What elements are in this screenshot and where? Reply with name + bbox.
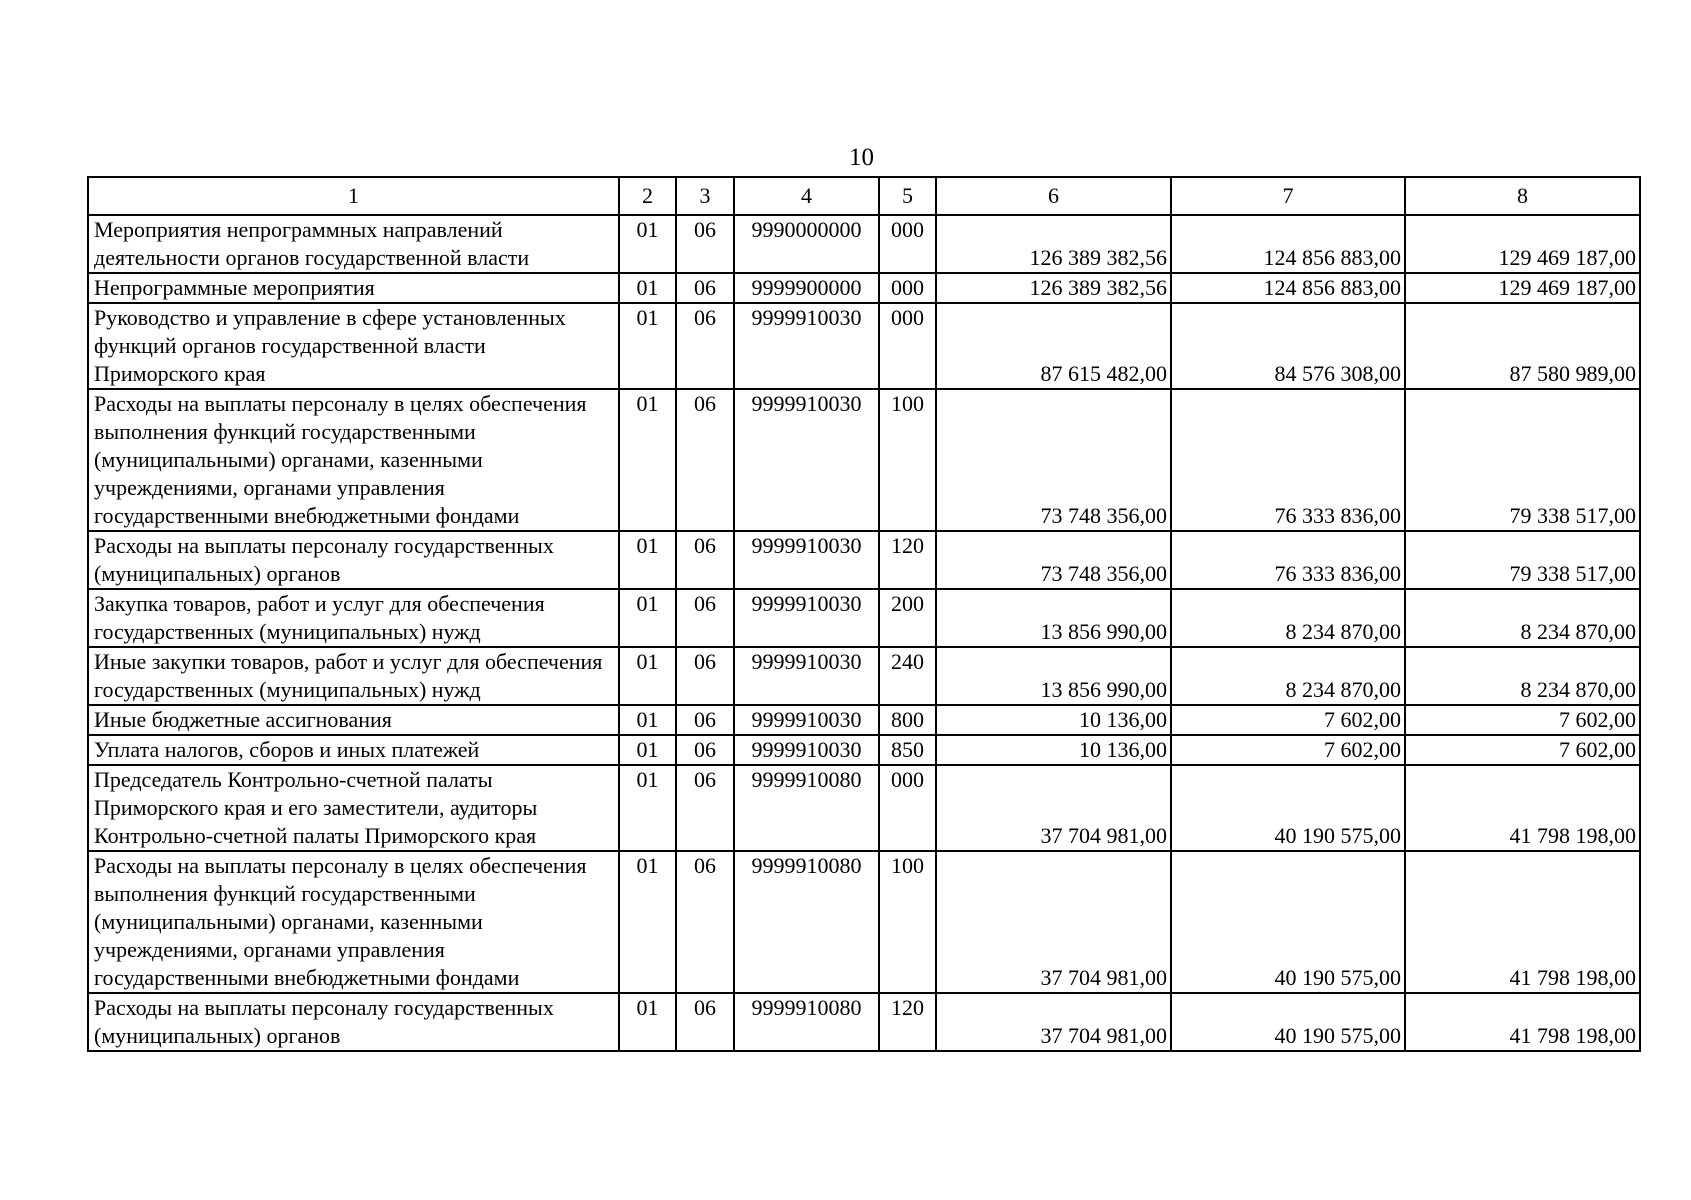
table-row [88,589,1640,647]
amount-cell: 79 338 517,00 [1405,531,1640,589]
amount-cell: 73 748 356,00 [936,389,1171,531]
code-cell: 06 [676,389,734,531]
code-cell: 240 [879,647,936,705]
amount-cell: 124 856 883,00 [1171,215,1405,273]
code-cell: 06 [676,531,734,589]
header-cell: 3 [676,177,734,215]
code-cell: 9999910030 [734,531,879,589]
code-cell: 9990000000 [734,215,879,273]
row-name: Мероприятия непрограммных направлений деятельности органов государственной власти [88,215,619,273]
code-cell: 06 [676,765,734,851]
amount-cell: 8 234 870,00 [1171,647,1405,705]
amount-cell: 76 333 836,00 [1171,531,1405,589]
code-cell: 01 [619,303,676,389]
header-cell: 2 [619,177,676,215]
amount-cell: 126 389 382,56 [936,273,1171,303]
header-cell: 1 [88,177,619,215]
code-cell: 06 [676,303,734,389]
row-name: Непрограммные мероприятия [88,273,619,303]
amount-cell: 13 856 990,00 [936,589,1171,647]
amount-cell: 126 389 382,56 [936,215,1171,273]
row-name: Закупка товаров, работ и услуг для обеспечения государственных (муниципальных) нужд [88,589,619,647]
code-cell: 9999910030 [734,303,879,389]
amount-cell: 40 190 575,00 [1171,993,1405,1051]
code-cell: 06 [676,705,734,735]
code-cell: 000 [879,303,936,389]
header-cell: 4 [734,177,879,215]
amount-cell: 7 602,00 [1405,705,1640,735]
code-cell: 9999910030 [734,705,879,735]
code-cell: 01 [619,851,676,993]
code-cell: 000 [879,765,936,851]
header-cell: 5 [879,177,936,215]
amount-cell: 79 338 517,00 [1405,389,1640,531]
code-cell: 800 [879,705,936,735]
code-cell: 01 [619,705,676,735]
row-name: Иные закупки товаров, работ и услуг для обеспечения государственных (муниципальных) нужд [88,647,619,705]
code-cell: 06 [676,851,734,993]
table-header [88,177,1640,215]
code-cell: 06 [676,589,734,647]
amount-cell: 41 798 198,00 [1405,765,1640,851]
code-cell: 100 [879,851,936,993]
amount-cell: 8 234 870,00 [1405,589,1640,647]
row-name: Руководство и управление в сфере установленных функций органов государственной власти Приморского края [88,303,619,389]
table-row [88,705,1640,735]
header-row [88,177,1640,215]
code-cell: 01 [619,531,676,589]
amount-cell: 73 748 356,00 [936,531,1171,589]
row-name: Расходы на выплаты персоналу в целях обеспечения выполнения функций государственными (муниципальными) органами, казенными учреждениями, органами управления государственными внебюджетными фондами [88,389,619,531]
amount-cell: 40 190 575,00 [1171,851,1405,993]
table-row [88,389,1640,531]
code-cell: 9999910080 [734,851,879,993]
code-cell: 000 [879,215,936,273]
page-number: 10 [849,144,874,171]
code-cell: 100 [879,389,936,531]
table-row [88,735,1640,765]
amount-cell: 37 704 981,00 [936,851,1171,993]
code-cell: 01 [619,215,676,273]
code-cell: 120 [879,993,936,1051]
code-cell: 120 [879,531,936,589]
amount-cell: 84 576 308,00 [1171,303,1405,389]
code-cell: 9999910030 [734,589,879,647]
row-name: Расходы на выплаты персоналу государственных (муниципальных) органов [88,993,619,1051]
amount-cell: 87 580 989,00 [1405,303,1640,389]
amount-cell: 41 798 198,00 [1405,993,1640,1051]
code-cell: 000 [879,273,936,303]
code-cell: 200 [879,589,936,647]
code-cell: 9999910030 [734,389,879,531]
amount-cell: 37 704 981,00 [936,765,1171,851]
row-name: Иные бюджетные ассигнования [88,705,619,735]
code-cell: 01 [619,647,676,705]
budget-table [87,176,1641,1052]
amount-cell: 8 234 870,00 [1405,647,1640,705]
amount-cell: 10 136,00 [936,705,1171,735]
code-cell: 9999900000 [734,273,879,303]
row-name: Расходы на выплаты персоналу в целях обеспечения выполнения функций государственными (муниципальными) органами, казенными учреждениями, органами управления государственными внебюджетными фондами [88,851,619,993]
code-cell: 01 [619,389,676,531]
table-row [88,303,1640,389]
header-cell: 6 [936,177,1171,215]
amount-cell: 41 798 198,00 [1405,851,1640,993]
code-cell: 850 [879,735,936,765]
code-cell: 06 [676,735,734,765]
code-cell: 01 [619,273,676,303]
amount-cell: 76 333 836,00 [1171,389,1405,531]
amount-cell: 7 602,00 [1171,735,1405,765]
amount-cell: 129 469 187,00 [1405,215,1640,273]
table-row [88,851,1640,993]
code-cell: 9999910080 [734,765,879,851]
row-name: Уплата налогов, сборов и иных платежей [88,735,619,765]
code-cell: 01 [619,589,676,647]
amount-cell: 37 704 981,00 [936,993,1171,1051]
code-cell: 9999910080 [734,993,879,1051]
table-body [88,215,1640,1051]
code-cell: 01 [619,735,676,765]
amount-cell: 13 856 990,00 [936,647,1171,705]
table-row [88,647,1640,705]
code-cell: 01 [619,993,676,1051]
amount-cell: 124 856 883,00 [1171,273,1405,303]
table-row [88,765,1640,851]
code-cell: 06 [676,993,734,1051]
amount-cell: 87 615 482,00 [936,303,1171,389]
amount-cell: 7 602,00 [1171,705,1405,735]
code-cell: 9999910030 [734,735,879,765]
code-cell: 06 [676,647,734,705]
row-name: Расходы на выплаты персоналу государственных (муниципальных) органов [88,531,619,589]
table-row [88,993,1640,1051]
amount-cell: 8 234 870,00 [1171,589,1405,647]
header-cell: 8 [1405,177,1640,215]
amount-cell: 129 469 187,00 [1405,273,1640,303]
amount-cell: 7 602,00 [1405,735,1640,765]
amount-cell: 10 136,00 [936,735,1171,765]
code-cell: 06 [676,215,734,273]
code-cell: 01 [619,765,676,851]
table-row [88,273,1640,303]
table-row [88,531,1640,589]
code-cell: 06 [676,273,734,303]
code-cell: 9999910030 [734,647,879,705]
row-name: Председатель Контрольно-счетной палаты Приморского края и его заместители, аудиторы Контрольно-счетной палаты Приморского края [88,765,619,851]
header-cell: 7 [1171,177,1405,215]
table-row [88,215,1640,273]
amount-cell: 40 190 575,00 [1171,765,1405,851]
